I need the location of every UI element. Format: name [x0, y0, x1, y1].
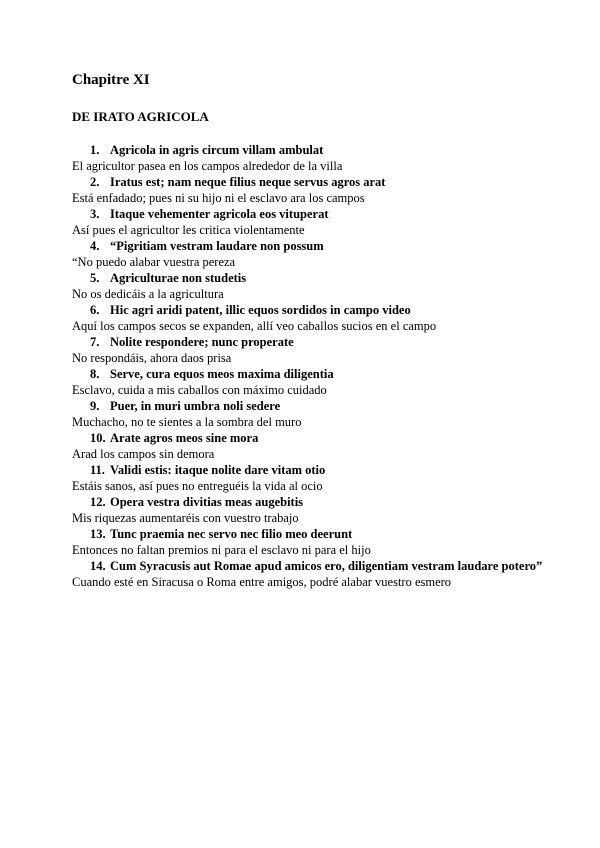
- latin-text: Serve, cura equos meos maxima diligentia: [110, 367, 334, 381]
- latin-sentence: [72, 462, 592, 478]
- spanish-translation: Cuando esté en Siracusa o Roma entre amigos, podré alabar vuestro esmero: [72, 575, 452, 589]
- spanish-translation: Esclavo, cuida a mis caballos con máximo cuidado: [72, 383, 327, 397]
- latin-text: Cum Syracusis aut Romae apud amicos ero, diligentiam vestram laudare potero”: [110, 559, 543, 573]
- latin-text: Iratus est; nam neque filius neque servus agros arat: [110, 175, 386, 189]
- section-title: DE IRATO AGRICOLA: [72, 109, 209, 124]
- sentence-list: [72, 142, 592, 590]
- chapter-title: Chapitre XI: [72, 72, 150, 88]
- item-number: 11.: [90, 463, 105, 477]
- latin-text: Hic agri aridi patent, illic equos sordidos in campo video: [110, 303, 411, 317]
- item-number: 2.: [90, 175, 100, 189]
- item-number: 3.: [90, 207, 100, 221]
- spanish-translation: Está enfadado; pues ni su hijo ni el esclavo ara los campos: [72, 191, 365, 205]
- item-number: 1.: [90, 143, 100, 157]
- spanish-translation: Estáis sanos, así pues no entreguéis la vida al ocio: [72, 479, 323, 493]
- spanish-translation: No os dedicáis a la agricultura: [72, 287, 224, 301]
- spanish-translation: “No puedo alabar vuestra pereza: [72, 255, 236, 269]
- spanish-translation: Aquí los campos secos se expanden, allí veo caballos sucios en el campo: [72, 319, 437, 333]
- latin-sentence: [72, 174, 592, 190]
- spanish-translation: Entonces no faltan premios ni para el esclavo ni para el hijo: [72, 543, 371, 557]
- item-number: 7.: [90, 335, 100, 349]
- spanish-translation: Mis riquezas aumentaréis con vuestro trabajo: [72, 511, 299, 525]
- latin-sentence: [72, 398, 592, 414]
- item-number: 6.: [90, 303, 100, 317]
- latin-text: Opera vestra divitias meas augebitis: [110, 495, 304, 509]
- spanish-translation: Así pues el agricultor les critica violentamente: [72, 223, 305, 237]
- latin-text: Tunc praemia nec servo nec filio meo deerunt: [110, 527, 353, 541]
- item-number: 10.: [90, 431, 106, 445]
- latin-text: Puer, in muri umbra noli sedere: [110, 399, 281, 413]
- latin-sentence: [72, 430, 592, 446]
- spanish-translation: No respondáis, ahora daos prisa: [72, 351, 232, 365]
- spanish-translation: Muchacho, no te sientes a la sombra del muro: [72, 415, 302, 429]
- latin-sentence: [72, 366, 592, 382]
- item-number: 8.: [90, 367, 100, 381]
- item-number: 12.: [90, 495, 106, 509]
- latin-text: Arate agros meos sine mora: [110, 431, 259, 445]
- latin-sentence: [72, 142, 592, 158]
- latin-sentence: [72, 270, 592, 286]
- latin-sentence: [72, 302, 592, 318]
- latin-sentence: [72, 494, 592, 510]
- latin-text: Validi estis: itaque nolite dare vitam otio: [110, 463, 326, 477]
- latin-text: Agricola in agris circum villam ambulat: [110, 143, 324, 157]
- latin-sentence: [72, 526, 592, 542]
- latin-text: “Pigritiam vestram laudare non possum: [110, 239, 324, 253]
- latin-text: Itaque vehementer agricola eos vituperat: [110, 207, 329, 221]
- latin-sentence: [72, 334, 592, 350]
- item-number: 14.: [90, 559, 106, 573]
- item-number: 13.: [90, 527, 106, 541]
- latin-sentence: [72, 558, 592, 574]
- item-number: 5.: [90, 271, 100, 285]
- latin-text: Agriculturae non studetis: [110, 271, 247, 285]
- spanish-translation: Arad los campos sin demora: [72, 447, 215, 461]
- item-number: 9.: [90, 399, 100, 413]
- latin-text: Nolite respondere; nunc properate: [110, 335, 294, 349]
- item-number: 4.: [90, 239, 100, 253]
- latin-sentence: [72, 238, 592, 254]
- latin-sentence: [72, 206, 592, 222]
- spanish-translation: El agricultor pasea en los campos alrededor de la villa: [72, 159, 343, 173]
